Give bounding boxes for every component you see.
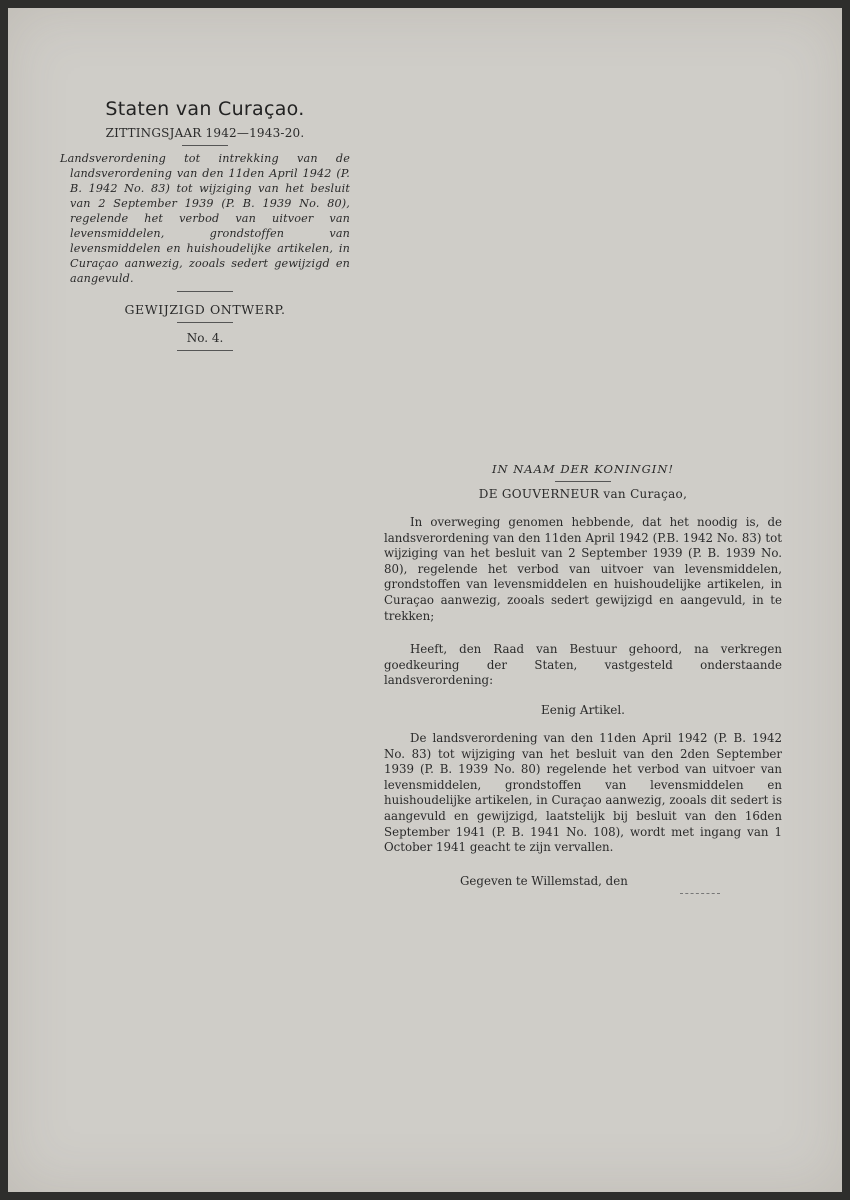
document-number: No. 4.	[186, 331, 224, 345]
session-year: ZITTINGSJAAR 1942—1943-20.	[105, 126, 305, 140]
decree-body	[384, 462, 782, 888]
article-paragraph: De landsverordening van den 11den April 1942 (P. B. 1942 No. 83) tot wijziging van het besluit van den 2den September 1939 (P. B. 1939 No. 80) regelende het verbod van uitvoer van levensmiddelen, grondstoffen van levensmiddelen en huishoudelijke artikelen, in Curaçao aanwezig, zooals dit sedert is aangevuld en gewijzigd, laatstelijk bij besluit van den 16den September 1941 (P. B. 1941 No. 108), wordt met ingang van 1 October 1941 geacht te zijn vervallen.	[384, 730, 782, 855]
divider	[177, 322, 233, 323]
article-title: Eenig Artikel.	[540, 702, 625, 717]
header-block	[60, 98, 350, 356]
draft-label: GEWIJZIGD ONTWERP.	[124, 302, 286, 317]
divider	[182, 145, 228, 146]
divider	[555, 481, 611, 482]
governor-line: DE GOUVERNEUR van Curaçao,	[478, 487, 688, 501]
page-title: Staten van Curaçao.	[105, 98, 305, 120]
preamble-paragraph: In overweging genomen hebbende, dat het noodig is, de landsverordening van den 11den April 1942 (P.B. 1942 No. 83) tot wijziging van het besluit van 2 September 1939 (P. B. 1939 No. 80), regelende het verbod van uitvoer van levensmiddelen, grondstoffen van levensmiddelen en huishoudelijke artikelen, in Curaçao aanwezig, zooals sedert gewijzigd en aangevuld, in te trekken;	[384, 515, 782, 623]
enactment-paragraph: Heeft, den Raad van Bestuur gehoord, na verkregen goedkeuring der Staten, vastgesteld onderstaande landsverordening:	[384, 642, 782, 688]
document-page	[8, 8, 842, 1192]
divider	[177, 350, 233, 351]
subject-description: Landsverordening tot intrekking van de landsverordening van den 11den April 1942 (P. B. 1942 No. 83) tot wijziging van het besluit van 2 September 1939 (P. B. 1939 No. 80), regelende het verbod van uitvoer van levensmiddelen, grondstoffen van levensmiddelen en huishoudelijke artikelen, in Curaçao aanwezig, zooals sedert gewijzigd en aangevuld.	[60, 152, 350, 285]
given-at-line: Gegeven te Willemstad, den	[460, 873, 628, 888]
signature-line	[680, 893, 720, 894]
divider	[177, 291, 233, 292]
royal-heading: IN NAAM DER KONINGIN!	[491, 462, 675, 476]
